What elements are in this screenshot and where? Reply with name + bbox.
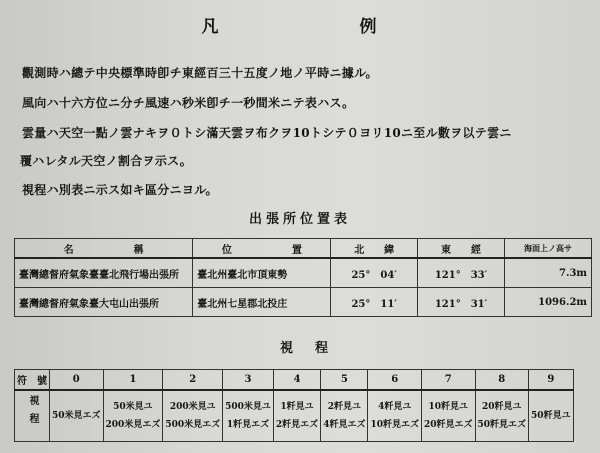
station-name: 臺灣總督府氣象臺大屯山出張所 <box>15 288 193 317</box>
visibility-cell <box>50 390 104 442</box>
visibility-text: 200米見ユ <box>169 402 216 412</box>
code-cell: 6 <box>368 370 422 391</box>
stations-table-title: 出張所位置表 <box>248 212 351 227</box>
code-cell: 0 <box>50 370 104 391</box>
legend-paragraph-wind: 風向ハ十六方位ニ分チ風速ハ秒米卽チ一秒間米ニテ表ハス。 <box>22 96 355 110</box>
station-longitude: 121° 33′ <box>418 258 505 288</box>
visibility-text: 50米見ユ <box>113 402 153 412</box>
visibility-cell <box>103 390 163 442</box>
visibility-cell <box>163 390 223 442</box>
visibility-text: 500米見エズ <box>165 420 221 430</box>
visibility-text: 20粁見エズ <box>423 420 473 430</box>
header-name: 名 稱 <box>15 239 193 259</box>
visibility-text: 10粁見ユ <box>428 402 469 412</box>
visibility-table-title: 視程 <box>279 341 350 356</box>
visibility-table <box>14 369 574 442</box>
station-latitude: 25° 04′ <box>331 258 418 288</box>
header-longitude: 東 經 <box>418 239 505 259</box>
visibility-label: 視程 <box>27 394 38 431</box>
visibility-text: 2粁見ユ <box>327 402 361 412</box>
code-cell: 5 <box>321 370 368 391</box>
visibility-text: 1粁見エズ <box>226 420 270 430</box>
visibility-text: 20粁見ユ <box>482 402 522 412</box>
legend-paragraph-cloud: 雲量ハ天空一點ノ雲ナキヲ０トシ滿天雲ヲ布クヲ10トシテ０ヨリ10ニ至ル數ヲ以テ雲ニ <box>22 126 512 140</box>
code-cell: 2 <box>163 370 223 391</box>
visibility-cell <box>529 390 574 442</box>
station-longitude: 121° 31′ <box>418 288 505 317</box>
visibility-text: 4粁見ユ <box>378 402 412 412</box>
code-label: 符 號 <box>15 370 50 391</box>
visibility-text: 1粁見ユ <box>280 402 314 412</box>
stations-header-row <box>15 239 592 259</box>
station-name: 臺灣總督府氣象臺臺北飛行場出張所 <box>15 258 193 288</box>
visibility-text: 2粁見エズ <box>275 420 319 430</box>
code-cell: 4 <box>273 370 320 391</box>
code-cell: 3 <box>223 370 274 391</box>
visibility-label-cell <box>15 390 50 442</box>
visibility-cell <box>421 390 475 442</box>
header-location: 位 置 <box>193 239 331 259</box>
header-altitude: 海面上ノ高サ <box>505 239 592 259</box>
visibility-cell <box>273 390 320 442</box>
visibility-text: 50粁見エズ <box>477 420 527 430</box>
visibility-cell <box>321 390 368 442</box>
visibility-cell <box>475 390 529 442</box>
page-title: 凡 例 <box>201 17 439 37</box>
station-location: 臺北州臺北市頂東勢 <box>193 258 331 288</box>
visibility-text: 4粁見エズ <box>323 420 366 430</box>
station-altitude: 7.3m <box>505 258 592 288</box>
visibility-text: 500米見ユ <box>225 402 271 412</box>
legend-paragraph-cloud-cont: 覆ハレタル天空ノ割合ヲ示ス。 <box>20 154 193 168</box>
code-cell: 7 <box>421 370 475 391</box>
legend-paragraph-time: 觀測時ハ總テ中央標準時卽チ東經百三十五度ノ地ノ平時ニ據ル。 <box>22 66 378 80</box>
visibility-text: 50米見エズ <box>52 411 101 421</box>
visibility-text: 200米見エズ <box>105 420 161 430</box>
legend-paragraph-visibility: 視程ハ別表ニ示ス如キ區分ニヨル。 <box>22 183 218 197</box>
visibility-cell <box>223 390 274 442</box>
code-cell: 9 <box>529 370 574 391</box>
stations-table <box>14 238 592 317</box>
header-latitude: 北 緯 <box>331 239 418 259</box>
station-location: 臺北州七星郡北投庄 <box>193 288 331 317</box>
table-row <box>15 288 592 317</box>
station-altitude: 1096.2m <box>505 288 592 317</box>
visibility-value-row <box>15 390 574 442</box>
visibility-text: 50粁見ユ <box>531 411 571 421</box>
visibility-cell <box>368 390 422 442</box>
code-cell: 8 <box>475 370 529 391</box>
visibility-code-row <box>15 370 574 391</box>
station-latitude: 25° 11′ <box>331 288 418 317</box>
code-cell: 1 <box>103 370 163 391</box>
visibility-text: 10粁見エズ <box>370 420 419 430</box>
table-row <box>15 258 592 288</box>
